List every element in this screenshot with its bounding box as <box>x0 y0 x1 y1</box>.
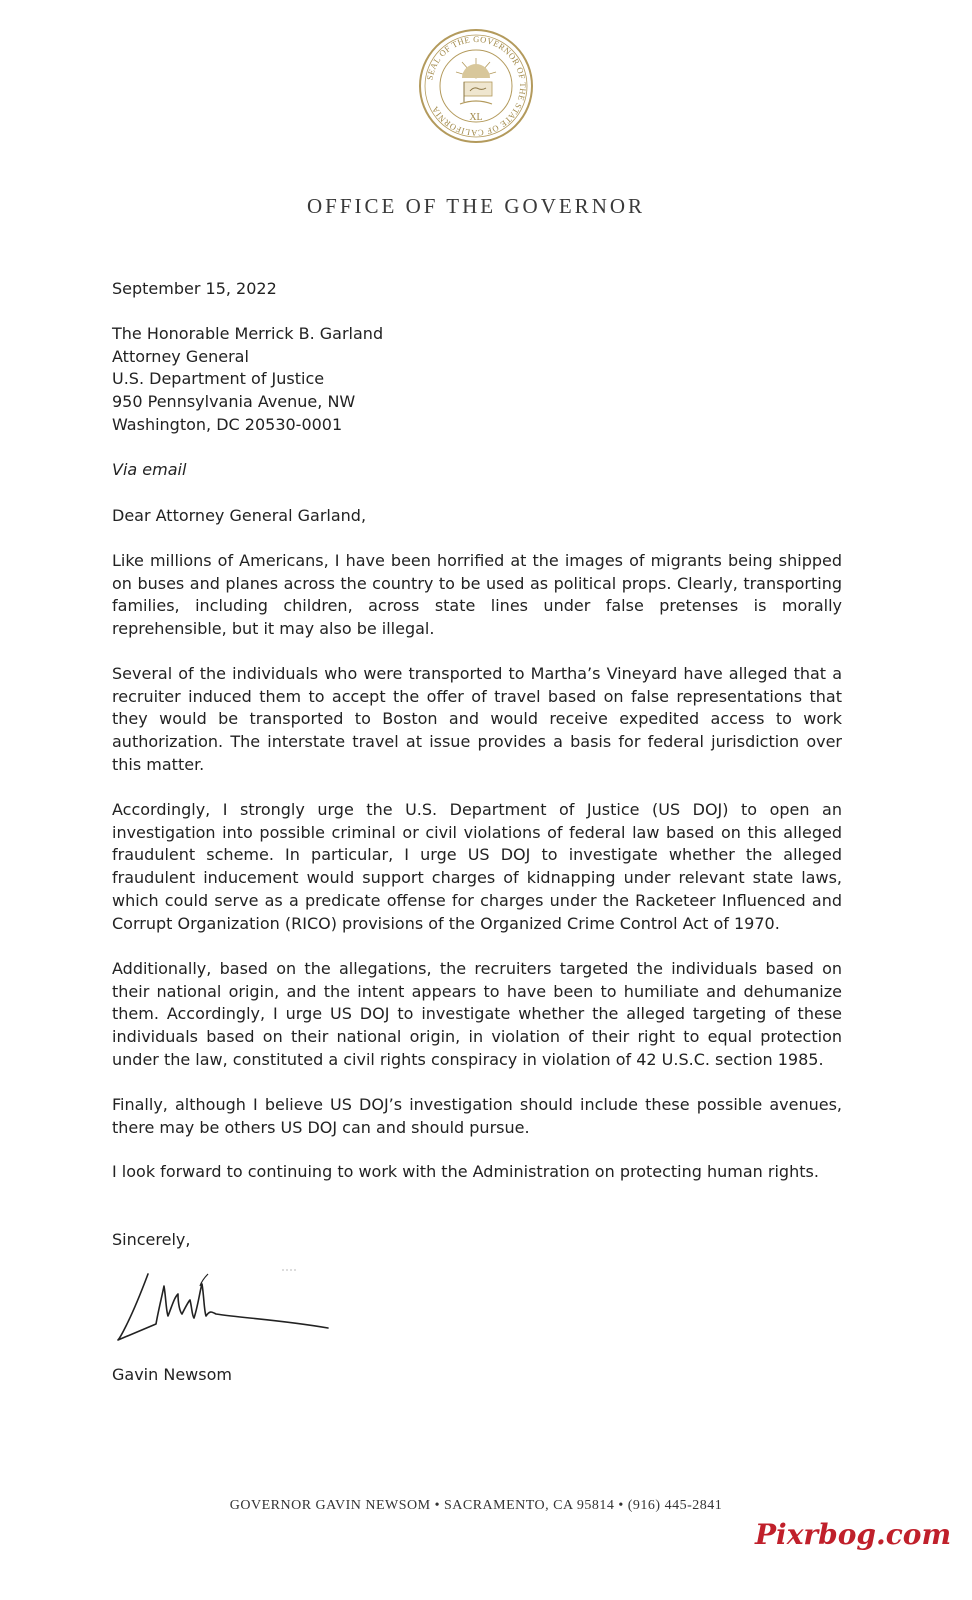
recipient-line: U.S. Department of Justice <box>112 369 325 389</box>
recipient-line: 950 Pennsylvania Avenue, NW <box>112 392 356 412</box>
office-heading: OFFICE OF THE GOVERNOR <box>306 194 646 218</box>
signatory-name: Gavin Newsom <box>112 1365 232 1384</box>
svg-text:SEAL OF THE GOVERNOR OF THE ST: SEAL OF THE GOVERNOR OF THE STATE OF CALIFORNIA <box>424 33 529 139</box>
recipient-line: Attorney General <box>112 346 249 366</box>
body-paragraph: Several of the individuals who were transported to Martha’s Vineyard have alleged that a recruiter induced them to accept the offer of travel based on false representations that they would be transported to Boston and would receive expedited access to work authorization. The interstate travel at issue provides a basis for federal jurisdiction over this matter. <box>112 664 842 774</box>
footer-address: GOVERNOR GAVIN NEWSOM • SACRAMENTO, CA 95814 • (916) 445-2841 <box>229 1498 723 1513</box>
body-paragraph: Like millions of Americans, I have been horrified at the images of migrants being shipped on buses and planes across the country to be used as political props. Clearly, transporting families, including children, across state lines under false pretenses is morally reprehensible, but it may also be illegal. <box>112 551 842 639</box>
delivery-method: Via email <box>112 460 187 479</box>
body-paragraph: Accordingly, I strongly urge the U.S. Department of Justice (US DOJ) to open an investigation into possible criminal or civil violations of federal law based on this alleged fraudulent scheme. In particular, I urge US DOJ to investigate whether the alleged fraudulent inducement would support charges of kidnapping under relevant state laws, which could serve as a predicate offense for charges under the Racketeer Influenced and Corrupt Organization (RICO) provisions of the Organized Crime Control Act of 1970. <box>112 800 842 933</box>
salutation: Dear Attorney General Garland, <box>112 506 367 525</box>
signature-image <box>112 1266 337 1346</box>
svg-text:XL: XL <box>469 112 483 123</box>
body-paragraph: Finally, although I believe US DOJ’s investigation should include these possible avenues, there may be others US DOJ can and should pursue. <box>112 1095 842 1137</box>
letter-date: September 15, 2022 <box>112 279 277 298</box>
recipient-line: The Honorable Merrick B. Garland <box>112 324 384 343</box>
governor-seal-logo <box>418 28 534 144</box>
closing: Sincerely, <box>112 1230 191 1249</box>
recipient-address <box>112 323 842 436</box>
body-paragraph: I look forward to continuing to work with the Administration on protecting human rights. <box>112 1162 819 1181</box>
body-paragraph: Additionally, based on the allegations, the recruiters targeted the individuals based on their national origin, and the intent appears to have been to humiliate and dehumanize them. Accordingly, I urge US DOJ to investigate whether the alleged targeting of these individuals based on their national origin, in violation of their right to equal protection under the law, constituted a civil rights conspiracy in violation of 42 U.S.C. section 1985. <box>112 959 842 1069</box>
recipient-line: Washington, DC 20530-0001 <box>112 414 343 434</box>
watermark: Pixrbog.com <box>755 1518 952 1551</box>
